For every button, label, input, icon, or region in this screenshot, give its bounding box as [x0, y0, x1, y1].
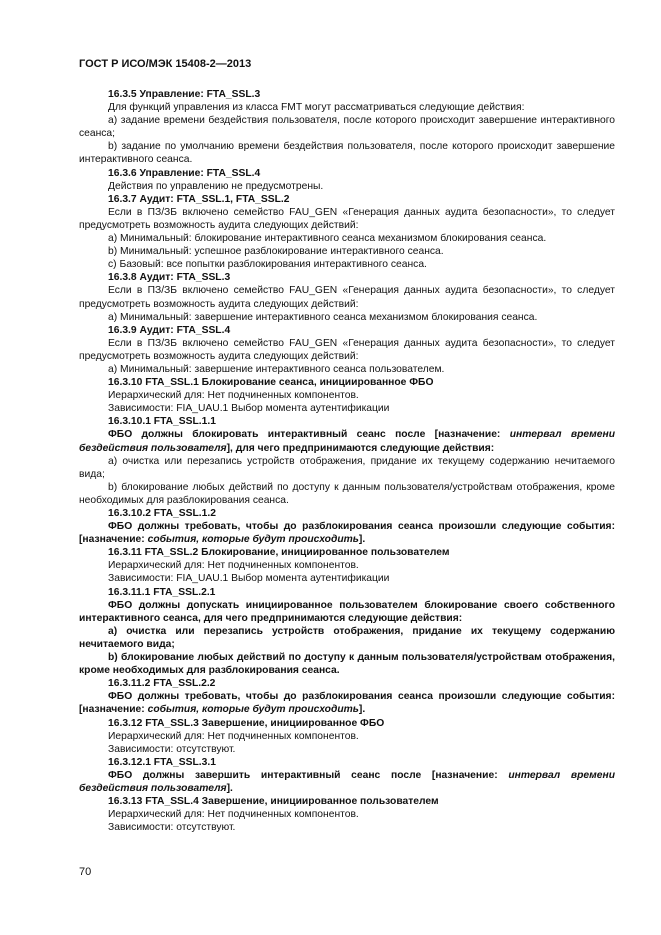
assignment-italic-text: интервал времени бездействия пользователя: [79, 769, 616, 794]
paragraph: [79, 586, 615, 599]
paragraph: [79, 520, 615, 546]
paragraph-text: 16.3.5 Управление: FTA_SSL.3: [108, 89, 261, 100]
paragraph-text: a) очистка или перезапись устройств отображения, придание их текущему содержанию нечитаемого вида;: [79, 455, 615, 480]
paragraph: [79, 232, 615, 245]
paragraph: [79, 88, 615, 101]
paragraph: [79, 311, 615, 324]
paragraph-text: Если в ПЗ/ЗБ включено семейство FAU_GEN «Генерация данных аудита безопасности», то следует предусмотреть возможность аудита следующих действий:: [79, 337, 615, 362]
assignment-italic-text: события, которые будут происходить: [147, 534, 359, 546]
paragraph: [79, 258, 615, 271]
paragraph-text: Если в ПЗ/ЗБ включено семейство FAU_GEN «Генерация данных аудита безопасности», то следует предусмотреть возможность аудита следующих действий:: [79, 285, 615, 310]
paragraph: [79, 428, 615, 454]
paragraph: [79, 245, 615, 258]
paragraph-text: 16.3.12.1 FTA_SSL.3.1: [108, 756, 216, 768]
paragraph: [79, 677, 615, 690]
paragraph-text: a) Минимальный: блокирование интерактивного сеанса механизмом блокирования сеанса.: [108, 233, 547, 245]
page-header: ГОСТ Р ИСО/МЭК 15408-2—2013: [79, 58, 252, 70]
paragraph: [79, 572, 615, 585]
paragraph: [79, 599, 615, 625]
paragraph: [79, 455, 615, 481]
paragraph-tail-text: ].: [358, 704, 366, 716]
assignment-italic-text: интервал времени бездействия пользователя: [79, 429, 615, 454]
paragraph-tail-text: ].: [358, 534, 366, 546]
paragraph: [79, 769, 615, 795]
paragraph: [79, 717, 615, 730]
paragraph-text: b) задание по умолчанию времени бездействия пользователя, после которого происходит завершение интерактивного сеанса.: [79, 141, 615, 166]
paragraph-text: a) Минимальный: завершение интерактивного сеанса механизмом блокирования сеанса.: [108, 311, 538, 323]
paragraph-text: ФБО должны требовать, чтобы до разблокирования сеанса произошли следующие события: [назначение:: [79, 521, 615, 546]
paragraph-text: 16.3.11.1 FTA_SSL.2.1: [108, 586, 216, 598]
paragraph-text: Зависимости: FIA_UAU.1 Выбор момента аутентификации: [108, 403, 390, 415]
paragraph: [79, 114, 615, 140]
paragraph: [79, 808, 615, 821]
paragraph-text: Зависимости: отсутствуют.: [108, 822, 236, 834]
paragraph-text: 16.3.11.2 FTA_SSL.2.2: [108, 678, 216, 690]
paragraph-text: b) блокирование любых действий по доступу к данным пользователя/устройствам отображения, кроме необходимых для разблокирования сеанса.: [79, 481, 615, 506]
paragraph-text: Если в ПЗ/ЗБ включено семейство FAU_GEN «Генерация данных аудита безопасности», то следует предусмотреть возможность аудита следующих действий:: [79, 206, 615, 231]
paragraph-text: b) блокирование любых действий по доступу к данным пользователя/устройствам отображения, кроме необходимых для разблокирования сеанса.: [79, 652, 615, 677]
paragraph: [79, 690, 615, 716]
paragraph: [79, 795, 615, 808]
paragraph: [79, 140, 615, 166]
paragraph-text: a) задание времени бездействия пользователя, после которого происходит завершение интерактивного сеанса;: [79, 115, 615, 140]
paragraph: [79, 206, 615, 232]
paragraph-text: b) Минимальный: успешное разблокирование интерактивного сеанса.: [108, 246, 444, 258]
paragraph-text: 16.3.11 FTA_SSL.2 Блокирование, инициированное пользователем: [108, 547, 450, 559]
paragraph: [79, 271, 615, 284]
paragraph: [79, 337, 615, 363]
paragraph: [79, 756, 615, 769]
paragraph: [79, 415, 615, 428]
paragraph-text: 16.3.8 Аудит: FTA_SSL.3: [108, 272, 231, 284]
paragraph: [79, 743, 615, 756]
paragraph-text: 16.3.12 FTA_SSL.3 Завершение, инициированное ФБО: [108, 717, 385, 729]
paragraph-text: ФБО должны требовать, чтобы до разблокирования сеанса произошли следующие события: [назначение:: [79, 691, 615, 716]
paragraph: [79, 101, 615, 114]
paragraph-text: Для функций управления из класса FMT могут рассматриваться следующие действия:: [108, 102, 525, 114]
paragraph-text: Иерархический для: Нет подчиненных компонентов.: [108, 560, 359, 572]
paragraph: [79, 481, 615, 507]
paragraph-text: Действия по управлению не предусмотрены.: [108, 180, 324, 192]
paragraph: [79, 389, 615, 402]
paragraph-text: Иерархический для: Нет подчиненных компонентов.: [108, 390, 359, 402]
assignment-italic-text: события, которые будут происходить: [147, 704, 359, 716]
paragraph: [79, 507, 615, 520]
paragraph-text: 16.3.13 FTA_SSL.4 Завершение, инициированное пользователем: [108, 796, 439, 808]
paragraph: [79, 363, 615, 376]
paragraph-text: 16.3.6 Управление: FTA_SSL.4: [108, 167, 261, 179]
paragraph-text: ФБО должны завершить интерактивный сеанс после [назначение:: [108, 769, 509, 781]
paragraph: [79, 821, 615, 834]
paragraph-tail-text: ], для чего предпринимаются следующие действия:: [226, 442, 495, 454]
paragraph-text: a) Минимальный: завершение интерактивного сеанса пользователем.: [108, 363, 445, 375]
paragraph-text: Иерархический для: Нет подчиненных компонентов.: [108, 809, 359, 821]
paragraph-text: 16.3.7 Аудит: FTA_SSL.1, FTA_SSL.2: [108, 193, 290, 205]
paragraph: [79, 651, 615, 677]
document-body: [79, 88, 615, 834]
paragraph: [79, 167, 615, 180]
paragraph-text: ФБО должны блокировать интерактивный сеанс после [назначение:: [108, 429, 510, 441]
paragraph: [79, 559, 615, 572]
paragraph: [79, 324, 615, 337]
paragraph: [79, 180, 615, 193]
paragraph: [79, 193, 615, 206]
page-number: 70: [79, 866, 92, 878]
paragraph-text: c) Базовый: все попытки разблокирования интерактивного сеанса.: [108, 259, 427, 271]
paragraph: [79, 402, 615, 415]
paragraph: [79, 376, 615, 389]
paragraph-text: Зависимости: FIA_UAU.1 Выбор момента аутентификации: [108, 573, 390, 585]
paragraph-text: ФБО должны допускать инициированное пользователем блокирование своего собственного интерактивного сеанса, для чего предпринимаются следующие действия:: [79, 599, 615, 624]
paragraph: [79, 625, 615, 651]
paragraph-text: Иерархический для: Нет подчиненных компонентов.: [108, 730, 359, 742]
paragraph-text: Зависимости: отсутствуют.: [108, 743, 236, 755]
paragraph: [79, 284, 615, 310]
paragraph-tail-text: ].: [226, 782, 233, 794]
paragraph-text: 16.3.10 FTA_SSL.1 Блокирование сеанса, инициированное ФБО: [108, 377, 434, 389]
paragraph-text: a) очистка или перезапись устройств отображения, придание их текущему содержанию нечитаемого вида;: [79, 625, 615, 650]
paragraph-text: 16.3.10.2 FTA_SSL.1.2: [108, 508, 216, 519]
paragraph-text: 16.3.9 Аудит: FTA_SSL.4: [108, 324, 231, 336]
paragraph: [79, 546, 615, 559]
paragraph-text: 16.3.10.1 FTA_SSL.1.1: [108, 416, 216, 428]
paragraph: [79, 730, 615, 743]
